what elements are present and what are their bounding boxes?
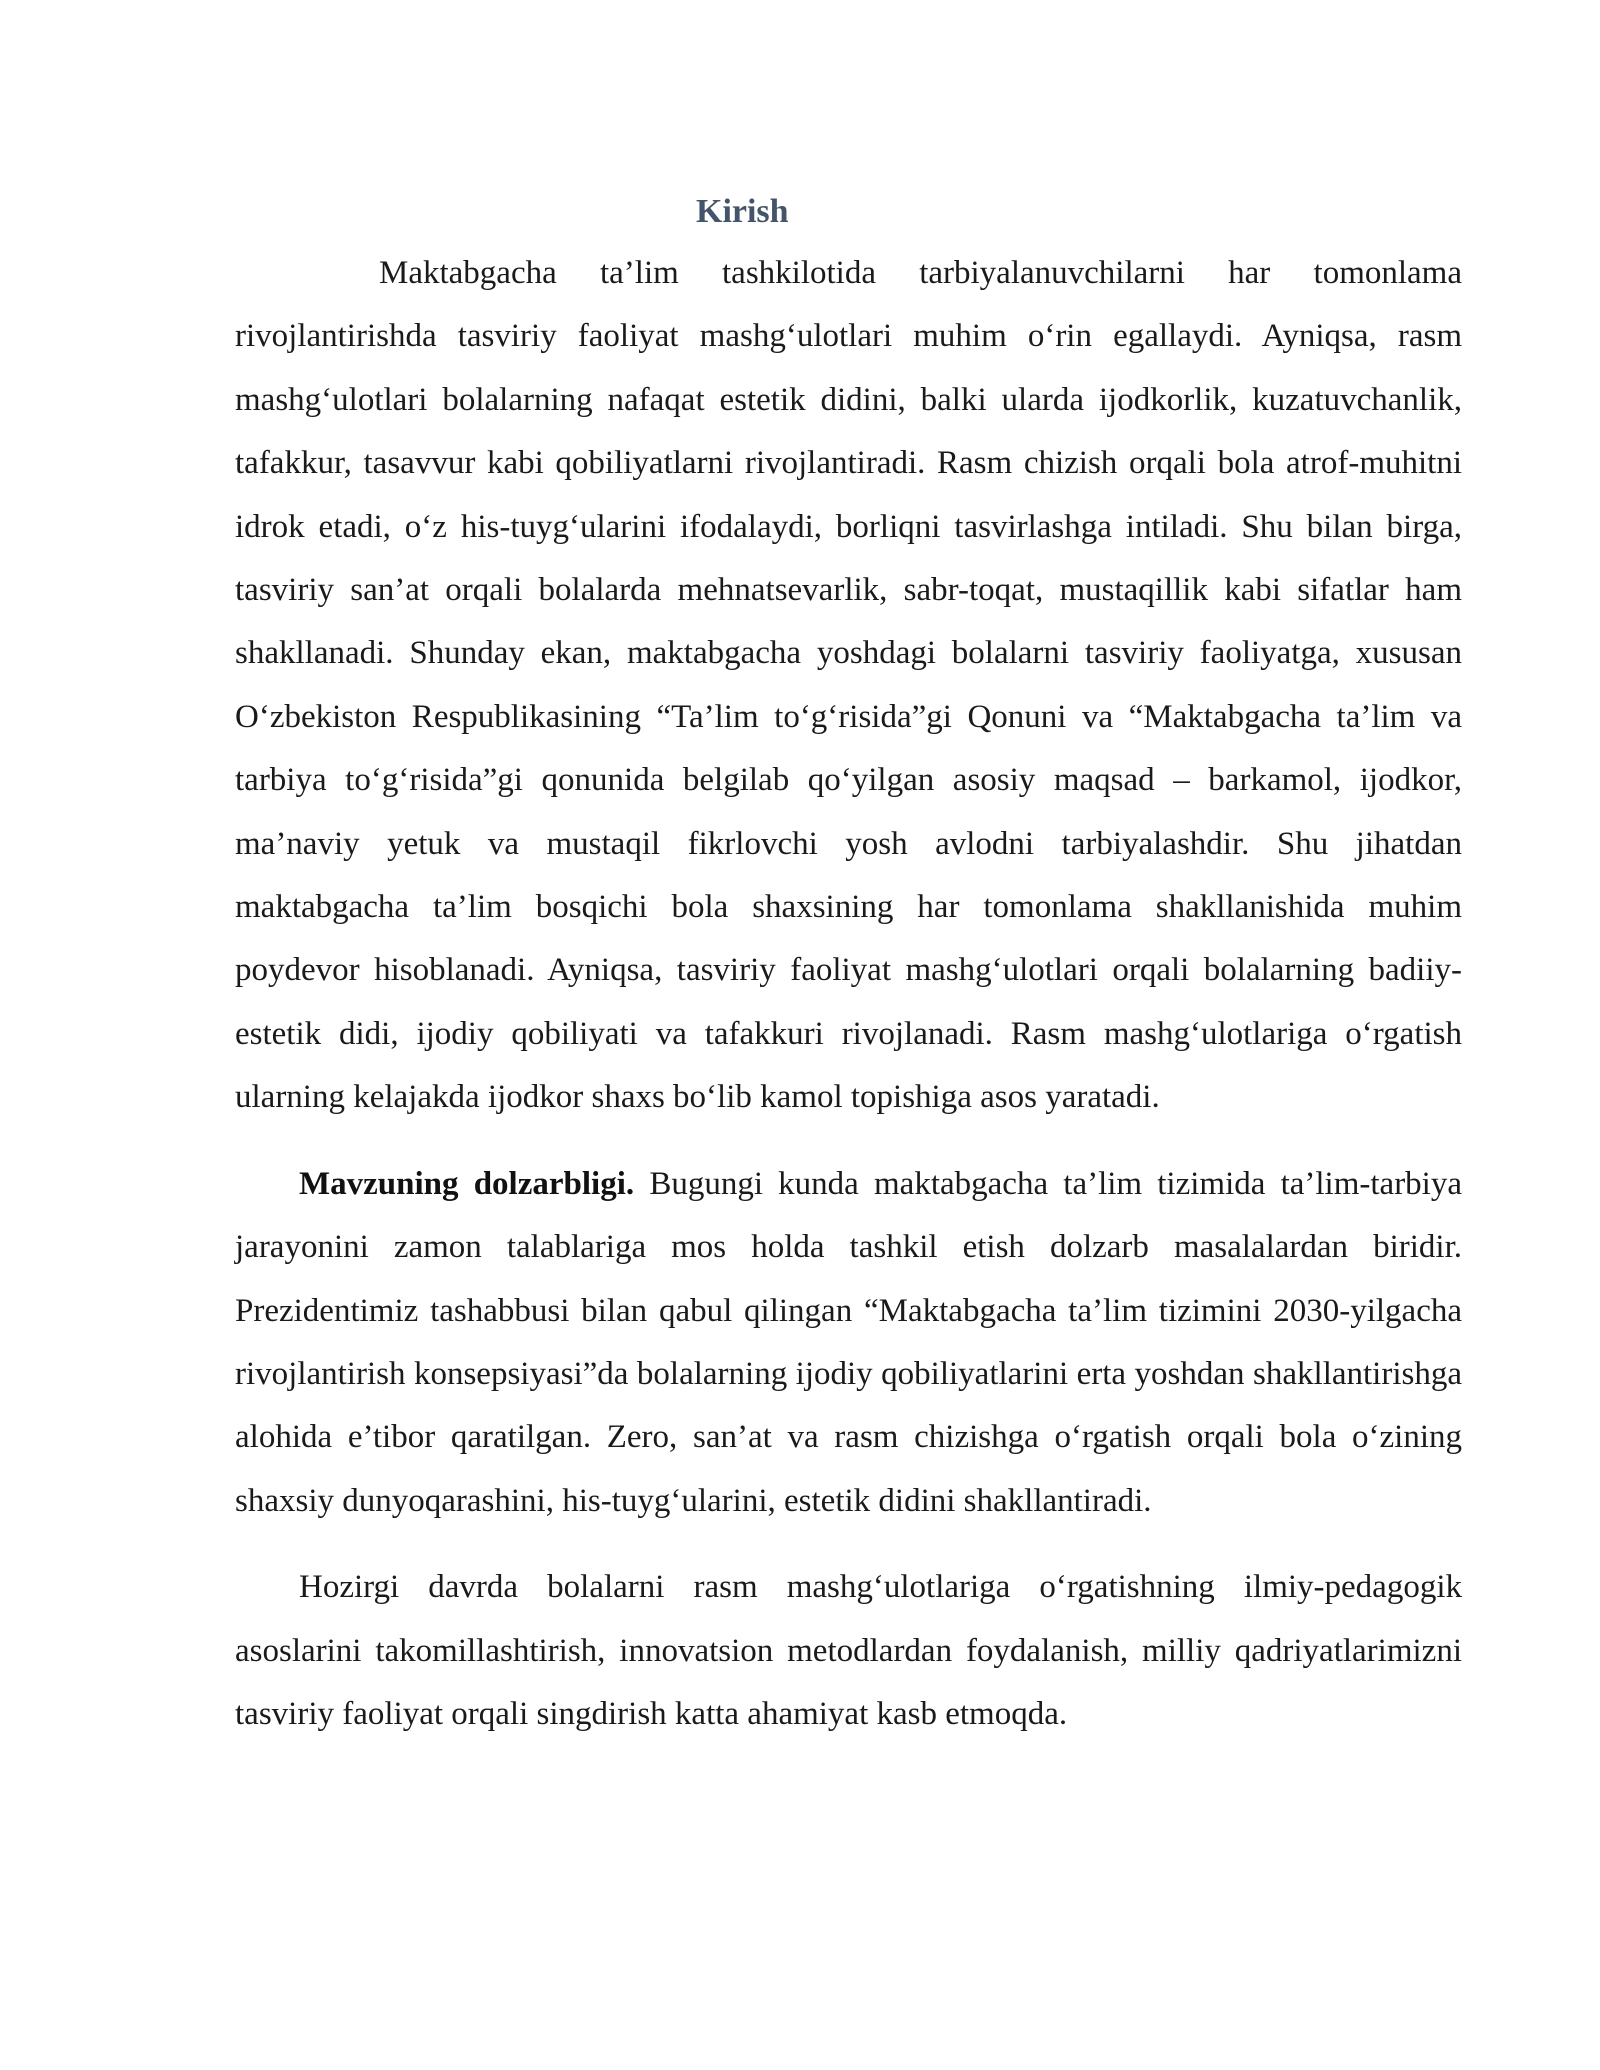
relevance-heading: Mavzuning dolzarbligi. [299,1165,635,1202]
modern-paragraph: Hozirgi davrda bolalarni rasm mashg‘ulotlariga o‘rgatishning ilmiy-pedagogik asoslarini takomillashtirish, innovatsion metodlardan foydalanish, milliy qadriyatlarimizni tasviriy faoliyat orqali singdirish katta ahamiyat kasb etmoqda. [235,1569,1462,1732]
document-body [235,182,1462,1746]
relevance-paragraph [235,1153,1462,1533]
relevance-text: Bugungi kunda maktabgacha ta’lim tizimida ta’lim-tarbiya jarayonini zamon talablariga mos holda tashkil etish dolzarb masalalardan biridir. Prezidentimiz tashabbusi bilan qabul qilingan “Maktabgacha ta’lim tizimini 2030-yilgacha rivojlantirish konsepsiyasi”da bolalarning ijodiy qobiliyatlarini erta yoshdan shakllantirishga alohida e’tibor qaratilgan. Zero, san’at va rasm chizishga o‘rgatish orqali bola o‘zining shaxsiy dunyoqarashini, his-tuyg‘ularini, estetik didini shakllantiradi. [235,1165,1463,1519]
section-title: Kirish [696,193,789,230]
intro-paragraph: Maktabgacha ta’lim tashkilotida tarbiyalanuvchilarni har tomonlama rivojlantirishda tasviriy faoliyat mashg‘ulotlari muhim o‘rin egallaydi. Ayniqsa, rasm mashg‘ulotlari bolalarning nafaqat estetik didini, balki ularda ijodkorlik, kuzatuvchanlik, tafakkur, tasavvur kabi qobiliyatlarni rivojlantiradi. Rasm chizish orqali bola atrof-muhitni idrok etadi, o‘z his-tuyg‘ularini ifodalaydi, borliqni tasvirlashga intiladi. Shu bilan birga, tasviriy san’at orqali bolalarda mehnatsevarlik, sabr-toqat, mustaqillik kabi sifatlar ham shakllanadi. Shunday ekan, maktabgacha yoshdagi bolalarni tasviriy faoliyatga, xususan O‘zbekiston Respublikasining “Ta’lim to‘g‘risida”gi Qonuni va “Maktabgacha ta’lim va tarbiya to‘g‘risida”gi qonunida belgilab qo‘yilgan asosiy maqsad – barkamol, ijodkor, ma’naviy yetuk va mustaqil fikrlovchi yosh avlodni tarbiyalashdir. Shu jihatdan maktabgacha ta’lim bosqichi bola shaxsining har tomonlama shakllanishida muhim poydevor hisoblanadi. Ayniqsa, tasviriy faoliyat mashg‘ulotlari orqali bolalarning badiiy-estetik didi, ijodiy qobiliyati va tafakkuri rivojlanadi. Rasm mashg‘ulotlariga o‘rgatish ularning kelajakda ijodkor shaxs bo‘lib kamol topishiga asos yaratadi. [235,255,1462,1116]
